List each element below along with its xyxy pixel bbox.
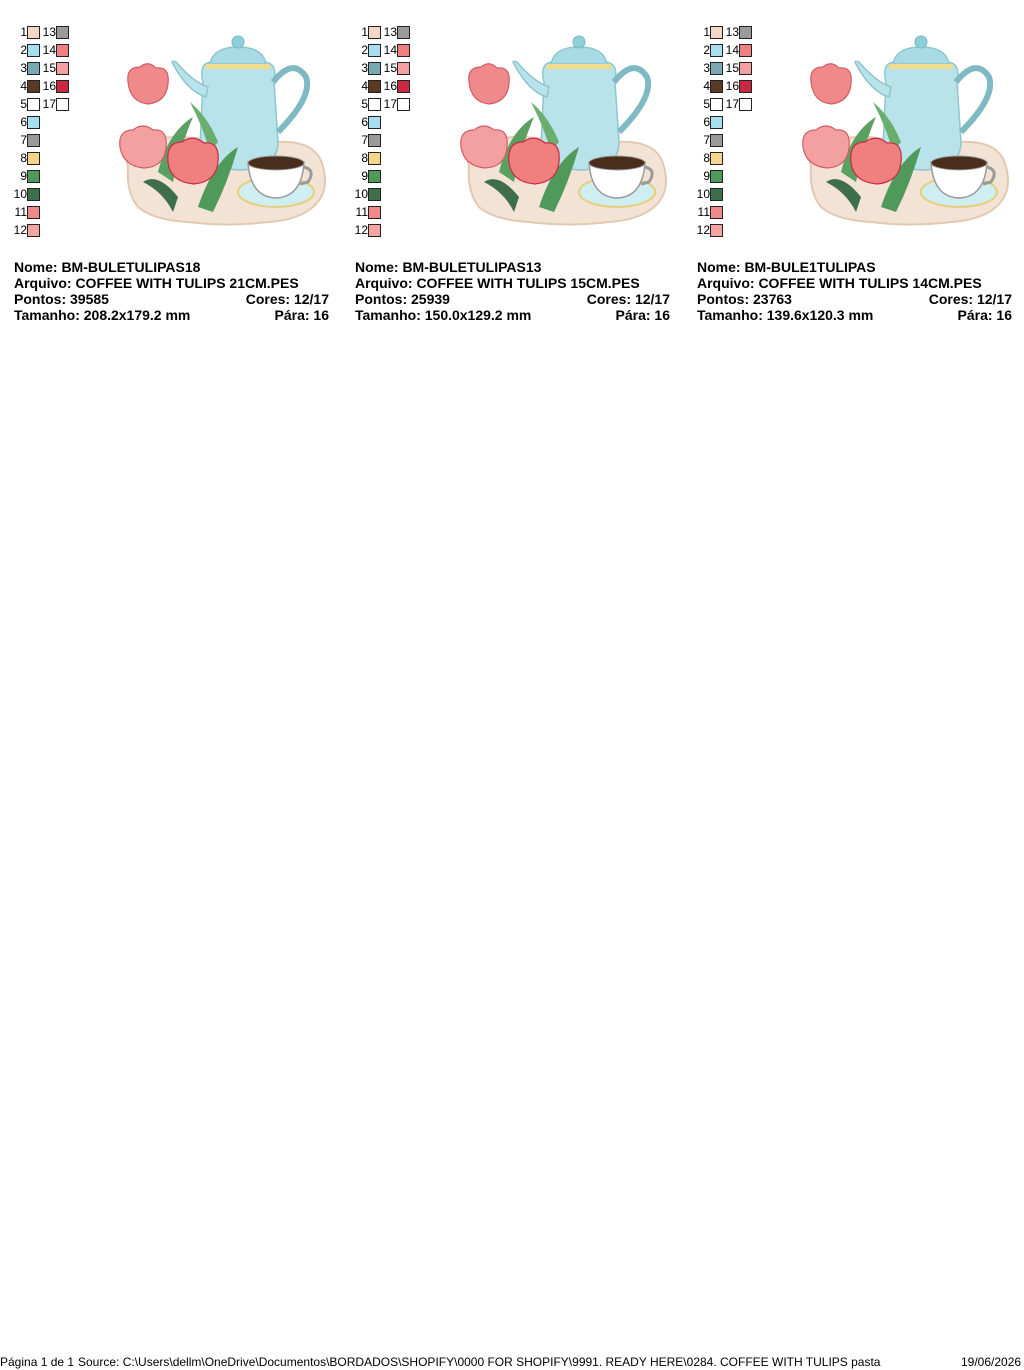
color-swatch <box>27 152 40 165</box>
color-number: 11 <box>355 205 368 219</box>
tulip-flower <box>469 64 510 104</box>
stop-count: Pára: 16 <box>615 307 670 323</box>
print-footer <box>0 1355 1024 1370</box>
color-number: 6 <box>20 115 27 129</box>
color-number: 3 <box>20 61 27 75</box>
color-swatch <box>397 80 410 93</box>
color-number: 4 <box>20 79 27 93</box>
color-number: 17 <box>725 97 739 111</box>
color-number: 15 <box>383 61 397 75</box>
color-swatch <box>368 224 381 237</box>
color-swatch <box>397 26 410 39</box>
color-swatch <box>397 44 410 57</box>
color-swatch <box>27 134 40 147</box>
teapot-lid <box>893 47 949 64</box>
tulip-flower <box>461 126 507 168</box>
color-number: 12 <box>696 223 710 237</box>
color-swatch <box>710 44 723 57</box>
teapot-knob <box>915 36 927 48</box>
color-number: 11 <box>697 205 710 219</box>
tulip-flower <box>509 138 559 184</box>
teapot-tulips-embroidery-image <box>118 22 330 242</box>
color-swatch <box>368 116 381 129</box>
color-swatch <box>710 98 723 111</box>
color-number: 12 <box>13 223 27 237</box>
color-number: 1 <box>20 25 27 39</box>
design-name: Nome: BM-BULE1TULIPAS <box>697 259 876 275</box>
color-swatch <box>368 170 381 183</box>
stop-count: Pára: 16 <box>274 307 329 323</box>
color-swatch <box>739 98 752 111</box>
color-swatch <box>27 44 40 57</box>
color-swatch <box>56 80 69 93</box>
color-number: 9 <box>361 169 368 183</box>
color-swatch <box>710 116 723 129</box>
color-number: 7 <box>703 133 710 147</box>
color-swatch <box>739 44 752 57</box>
design-card-2 <box>355 22 675 332</box>
color-number: 7 <box>20 133 27 147</box>
coffee-surface <box>931 156 987 170</box>
color-swatch <box>368 188 381 201</box>
tulip-flower <box>120 126 166 168</box>
teapot-lid <box>210 47 266 64</box>
teapot-handle <box>614 68 648 132</box>
color-number: 3 <box>703 61 710 75</box>
color-swatch <box>368 98 381 111</box>
color-number: 13 <box>383 25 397 39</box>
color-swatch <box>710 224 723 237</box>
source-path: Source: C:\Users\dellm\OneDrive\Documentos\BORDADOS\SHOPIFY\0000 FOR SHOPIFY\9991. READY HERE\0284. COFFEE WITH TULIPS pasta <box>78 1355 881 1369</box>
color-number: 4 <box>361 79 368 93</box>
stitch-count: Pontos: 23763 <box>697 291 792 307</box>
color-swatch <box>27 26 40 39</box>
stitch-count: Pontos: 25939 <box>355 291 450 307</box>
color-swatch <box>397 98 410 111</box>
color-swatch <box>27 116 40 129</box>
color-number: 10 <box>354 187 368 201</box>
color-count: Cores: 12/17 <box>245 291 329 307</box>
teapot-handle <box>273 68 307 132</box>
color-number: 10 <box>13 187 27 201</box>
color-number: 6 <box>361 115 368 129</box>
design-file: Arquivo: COFFEE WITH TULIPS 14CM.PES <box>697 275 982 291</box>
tulip-flower <box>851 138 901 184</box>
color-swatch <box>397 62 410 75</box>
color-swatch <box>27 206 40 219</box>
color-number: 6 <box>703 115 710 129</box>
color-swatch <box>27 62 40 75</box>
color-number: 9 <box>703 169 710 183</box>
color-swatch <box>27 98 40 111</box>
design-name: Nome: BM-BULETULIPAS18 <box>14 259 201 275</box>
color-number: 15 <box>725 61 739 75</box>
color-swatch <box>56 62 69 75</box>
teapot-lid <box>551 47 607 64</box>
color-swatch <box>739 26 752 39</box>
color-swatch <box>368 152 381 165</box>
teapot-knob <box>573 36 585 48</box>
tulip-flower <box>803 126 849 168</box>
color-count: Cores: 12/17 <box>928 291 1012 307</box>
color-swatch <box>56 26 69 39</box>
color-swatch <box>710 134 723 147</box>
color-swatch <box>710 188 723 201</box>
color-number: 9 <box>20 169 27 183</box>
color-number: 7 <box>361 133 368 147</box>
teapot-knob <box>232 36 244 48</box>
design-info <box>355 259 670 323</box>
color-number: 2 <box>20 43 27 57</box>
color-swatch <box>27 188 40 201</box>
coffee-surface <box>248 156 304 170</box>
color-swatch <box>368 80 381 93</box>
color-swatch <box>710 26 723 39</box>
color-number: 2 <box>703 43 710 57</box>
tulip-flower <box>168 138 218 184</box>
color-number: 5 <box>703 97 710 111</box>
color-swatch <box>368 44 381 57</box>
page-number: Página 1 de 1 <box>0 1355 75 1369</box>
color-swatch <box>739 80 752 93</box>
color-number: 8 <box>361 151 368 165</box>
color-number: 16 <box>42 79 56 93</box>
design-size: Tamanho: 139.6x120.3 mm <box>697 307 874 323</box>
color-number: 17 <box>383 97 397 111</box>
color-number: 1 <box>361 25 368 39</box>
color-number: 14 <box>42 43 56 57</box>
color-number: 3 <box>361 61 368 75</box>
color-swatch <box>27 170 40 183</box>
color-number: 11 <box>14 205 27 219</box>
design-size: Tamanho: 208.2x179.2 mm <box>14 307 191 323</box>
teapot-rim <box>889 64 953 69</box>
color-number: 16 <box>725 79 739 93</box>
color-number: 13 <box>42 25 56 39</box>
color-number: 1 <box>703 25 710 39</box>
stop-count: Pára: 16 <box>957 307 1012 323</box>
coffee-surface <box>589 156 645 170</box>
tulip-flower <box>811 64 852 104</box>
design-size: Tamanho: 150.0x129.2 mm <box>355 307 532 323</box>
color-number: 5 <box>20 97 27 111</box>
teapot-rim <box>547 64 611 69</box>
color-swatch <box>739 62 752 75</box>
color-swatch <box>710 80 723 93</box>
design-card-3 <box>697 22 1017 332</box>
color-number: 14 <box>383 43 397 57</box>
color-number: 8 <box>703 151 710 165</box>
color-number: 13 <box>725 25 739 39</box>
design-file: Arquivo: COFFEE WITH TULIPS 21CM.PES <box>14 275 299 291</box>
color-swatch <box>710 152 723 165</box>
teapot-tulips-embroidery-image <box>459 22 671 242</box>
design-info <box>697 259 1012 323</box>
color-swatch <box>368 26 381 39</box>
color-count: Cores: 12/17 <box>586 291 670 307</box>
color-swatch <box>710 206 723 219</box>
color-number: 16 <box>383 79 397 93</box>
color-number: 17 <box>42 97 56 111</box>
color-number: 10 <box>696 187 710 201</box>
design-card-1 <box>14 22 334 332</box>
teapot-handle <box>956 68 990 132</box>
color-number: 2 <box>361 43 368 57</box>
color-number: 4 <box>703 79 710 93</box>
color-swatch <box>368 134 381 147</box>
color-number: 5 <box>361 97 368 111</box>
color-number: 12 <box>354 223 368 237</box>
teapot-rim <box>206 64 270 69</box>
tulip-flower <box>128 64 169 104</box>
color-swatch <box>27 80 40 93</box>
stitch-count: Pontos: 39585 <box>14 291 109 307</box>
color-swatch <box>710 62 723 75</box>
color-swatch <box>27 224 40 237</box>
color-swatch <box>710 170 723 183</box>
design-name: Nome: BM-BULETULIPAS13 <box>355 259 542 275</box>
design-file: Arquivo: COFFEE WITH TULIPS 15CM.PES <box>355 275 640 291</box>
color-number: 8 <box>20 151 27 165</box>
color-swatch <box>56 98 69 111</box>
color-number: 15 <box>42 61 56 75</box>
print-date: 19/06/2026 <box>961 1355 1022 1369</box>
color-swatch <box>368 206 381 219</box>
color-swatch <box>56 44 69 57</box>
color-swatch <box>368 62 381 75</box>
design-info <box>14 259 329 323</box>
color-number: 14 <box>725 43 739 57</box>
teapot-tulips-embroidery-image <box>801 22 1013 242</box>
